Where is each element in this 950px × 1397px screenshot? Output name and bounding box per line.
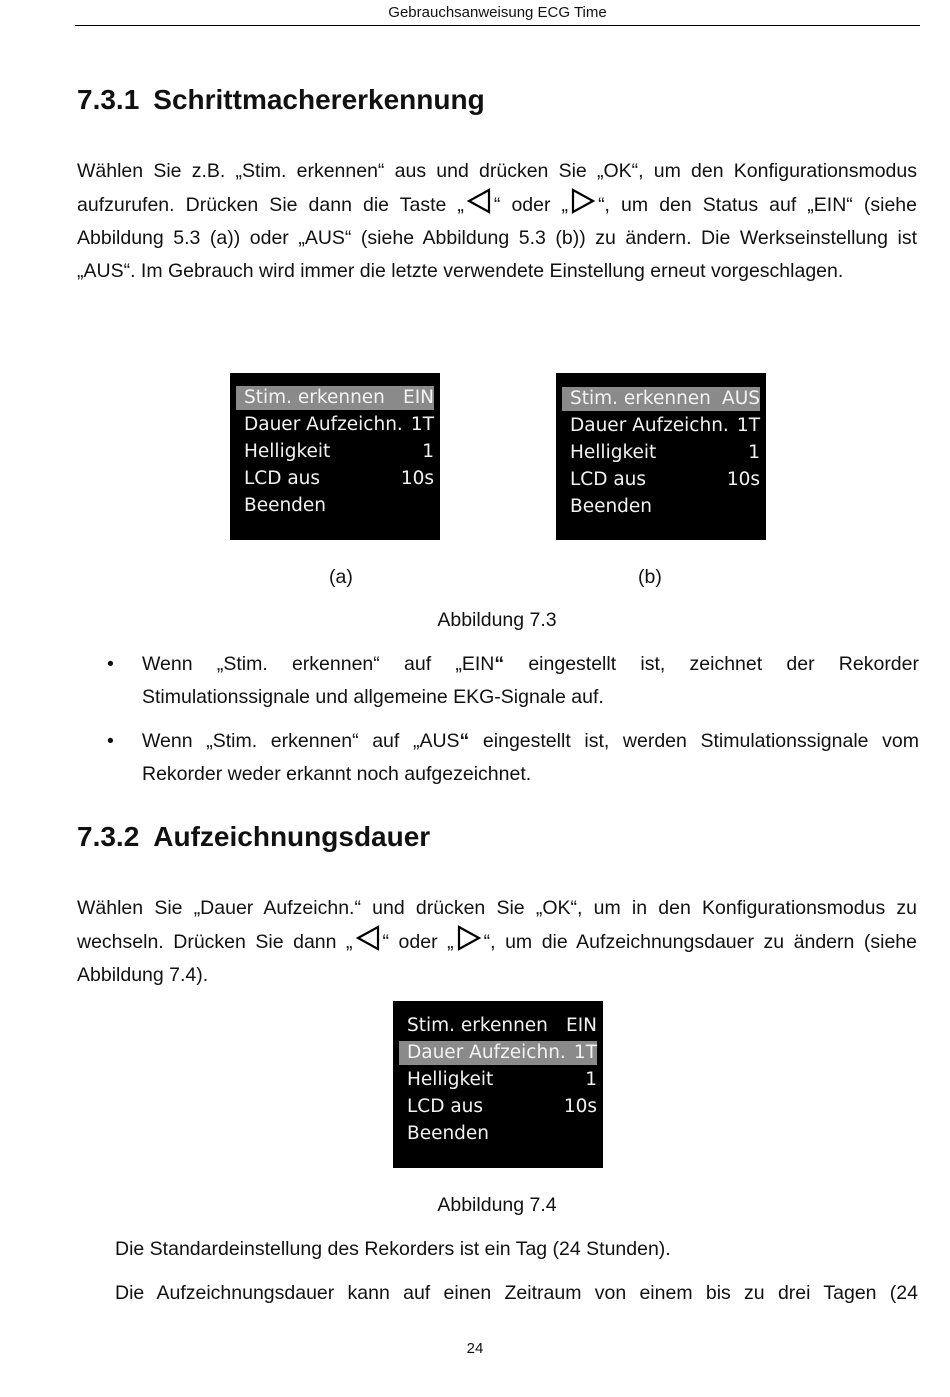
menu-value: EIN xyxy=(403,387,434,408)
menu-row-stim xyxy=(236,386,434,410)
menu-label: Helligkeit xyxy=(407,1069,494,1090)
menu-label: Beenden xyxy=(570,496,653,517)
section-title: Aufzeichnungsdauer xyxy=(153,821,431,852)
bullet-quote: “ xyxy=(494,653,505,675)
menu-row-dauer xyxy=(562,414,760,438)
menu-label: Dauer Aufzeichn. xyxy=(570,415,729,436)
menu-label: Stim. erkennen xyxy=(407,1015,548,1036)
menu-value: 10s xyxy=(563,1096,597,1117)
left-triangle-icon xyxy=(466,188,492,214)
device-screen-c xyxy=(393,1001,603,1168)
menu-value: 1T xyxy=(573,1042,597,1063)
menu-value: 1 xyxy=(422,441,434,462)
menu-row-lcd xyxy=(562,468,760,492)
caption-b: (b) xyxy=(638,566,662,588)
paragraph-default-setting: Die Standardeinstellung des Rekorders ist ein Tag (24 Stunden). xyxy=(115,1238,671,1260)
section2-paragraph xyxy=(77,892,917,992)
bullet-list xyxy=(107,648,919,802)
menu-value: 1T xyxy=(410,414,434,435)
menu-row-beenden xyxy=(236,494,434,518)
para-text: “ oder „ xyxy=(493,194,569,216)
bullet-text: eingestellt ist, zeichnet der Rekorder Stimulationssignale und allgemeine EKG-Signale auf. xyxy=(142,653,919,708)
paragraph-duration-range: Die Aufzeichnungsdauer kann auf einen Zeitraum von einem bis zu drei Tagen (24 xyxy=(115,1282,918,1304)
page-header: Gebrauchsanweisung ECG Time xyxy=(75,4,920,26)
bullet-item xyxy=(107,725,919,791)
menu-row-lcd xyxy=(236,467,434,491)
menu-label: Beenden xyxy=(244,495,327,516)
menu-value: EIN xyxy=(566,1015,597,1036)
menu-value: 10s xyxy=(400,468,434,489)
menu-label: LCD aus xyxy=(407,1096,484,1117)
menu-value: 1T xyxy=(736,415,760,436)
menu-label: LCD aus xyxy=(570,469,647,490)
menu-label: Dauer Aufzeichn. xyxy=(407,1042,566,1063)
figure-caption-7-4: Abbildung 7.4 xyxy=(437,1194,557,1216)
menu-label: Stim. erkennen xyxy=(570,388,711,409)
section-number: 7.3.1 xyxy=(77,84,140,115)
menu-value: 1 xyxy=(585,1069,597,1090)
bullet-item xyxy=(107,648,919,714)
para-text: Wählen Sie „Dauer Aufzeichn.“ und drücken Sie „OK“, um in den Konfigurationsmodus zu wechseln. Drücken Sie dann „ xyxy=(77,897,917,953)
bullet-text: eingestellt ist, werden Stimulationssignale vom Rekorder weder erkannt noch aufgezeichnet. xyxy=(142,730,919,785)
para-text: Wählen Sie z.B. „Stim. erkennen“ aus und drücken Sie „OK“, um den Konfigurationsmodus aufzurufen. Drücken Sie dann die Taste „ xyxy=(77,160,917,216)
menu-label: Stim. erkennen xyxy=(244,387,385,408)
bullet-quote: “ xyxy=(459,730,470,752)
page-number: 24 xyxy=(466,1340,484,1357)
menu-row-helligkeit xyxy=(562,441,760,465)
section-title: Schrittmachererkennung xyxy=(153,84,485,115)
section-heading-7-3-2 xyxy=(77,821,430,853)
para-text: “, um die Aufzeichnungsdauer zu ändern (siehe Abbildung 7.4). xyxy=(77,931,917,986)
bullet-text: Wenn „Stim. erkennen“ auf „EIN xyxy=(142,653,495,675)
menu-value: AUS xyxy=(722,388,760,409)
para-text: “ oder „ xyxy=(382,931,454,953)
menu-row-helligkeit xyxy=(236,440,434,464)
menu-row-beenden xyxy=(562,495,760,519)
device-screen-b xyxy=(556,373,766,540)
menu-row-stim xyxy=(562,387,760,411)
right-triangle-icon xyxy=(570,188,596,214)
menu-value: 10s xyxy=(726,469,760,490)
menu-label: Beenden xyxy=(407,1123,490,1144)
menu-value: 1 xyxy=(748,442,760,463)
menu-row-stim xyxy=(399,1014,597,1038)
menu-row-beenden xyxy=(399,1122,597,1146)
menu-row-dauer xyxy=(236,413,434,437)
menu-row-lcd xyxy=(399,1095,597,1119)
menu-row-helligkeit xyxy=(399,1068,597,1092)
caption-a: (a) xyxy=(329,566,353,588)
menu-label: LCD aus xyxy=(244,468,321,489)
para-text: “, um den Status auf „EIN“ (siehe Abbildung 5.3 (a)) oder „AUS“ (siehe Abbildung 5.3 (b)) zu ändern. Die Werkseinstellung ist „AUS“. Im Gebrauch wird immer die letzte verwendete Einstellung erneut vorgeschlagen. xyxy=(77,194,917,282)
device-screen-a xyxy=(230,373,440,540)
menu-label: Dauer Aufzeichn. xyxy=(244,414,403,435)
left-triangle-icon xyxy=(355,925,381,951)
right-triangle-icon xyxy=(456,925,482,951)
section-heading-7-3-1 xyxy=(77,84,485,116)
section-number: 7.3.2 xyxy=(77,821,140,852)
section1-paragraph xyxy=(77,155,917,288)
menu-label: Helligkeit xyxy=(570,442,657,463)
menu-label: Helligkeit xyxy=(244,441,331,462)
menu-row-dauer xyxy=(399,1041,597,1065)
bullet-text: Wenn „Stim. erkennen“ auf „AUS xyxy=(142,730,460,752)
figure-caption-7-3: Abbildung 7.3 xyxy=(437,609,557,631)
